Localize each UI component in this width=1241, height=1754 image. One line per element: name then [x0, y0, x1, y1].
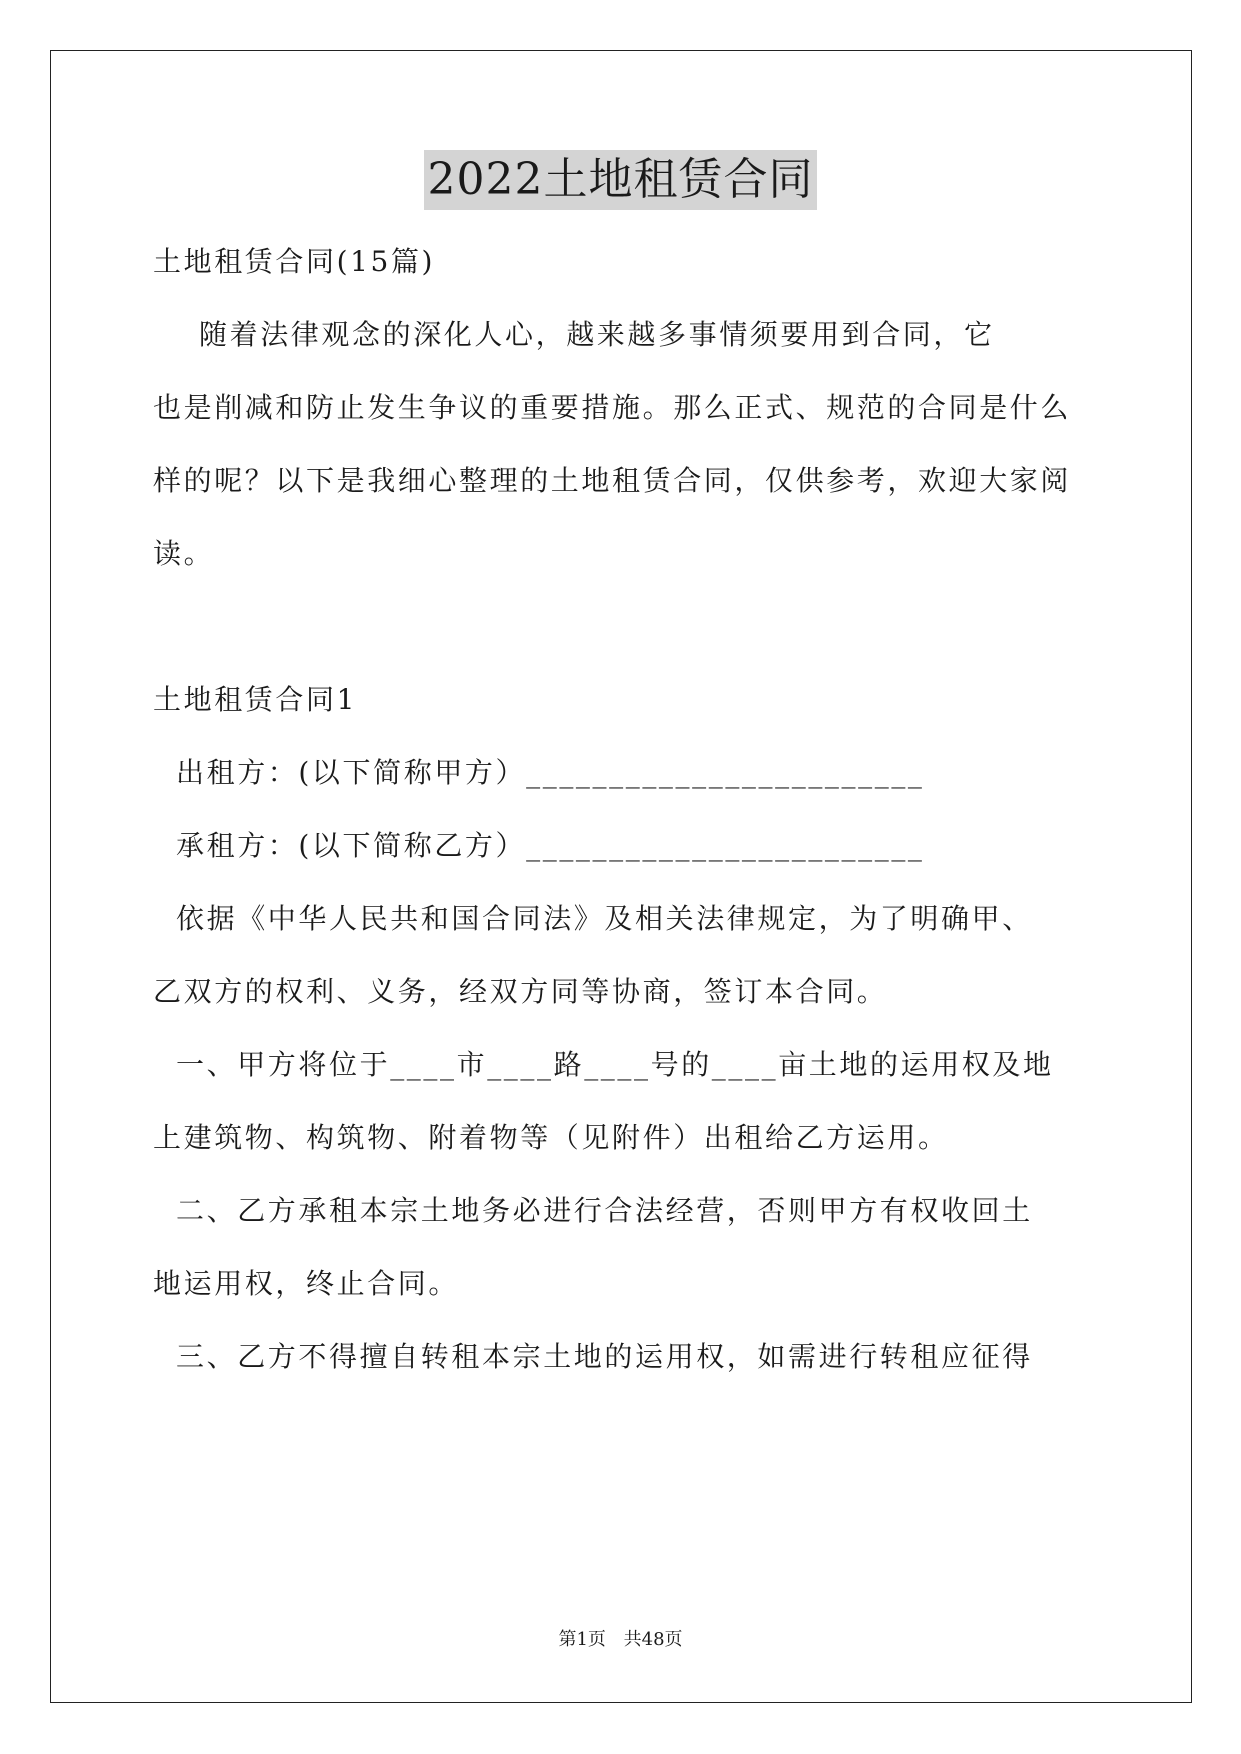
clause-2-line: 地运用权，终止合同。: [153, 1267, 460, 1300]
page-total: 共48页: [623, 1629, 683, 1650]
paragraph-line: 依据《中华人民共和国合同法》及相关法律规定，为了明确甲、: [153, 902, 1033, 935]
lessee-line: 承租方：(以下简称乙方）________________________: [153, 829, 925, 862]
section-heading: 土地租赁合同1: [153, 683, 358, 716]
clause-3-line: 三、乙方不得擅自转租本宗土地的运用权，如需进行转租应征得: [153, 1340, 1033, 1373]
page-number: 第1页: [558, 1629, 606, 1650]
document-title: 2022土地租赁合同: [424, 150, 818, 210]
clause-1-line: 上建筑物、构筑物、附着物等（见附件）出租给乙方运用。: [153, 1121, 949, 1154]
paragraph-line: 读。: [153, 537, 215, 570]
page-border: [50, 50, 1192, 1703]
page-footer: [0, 1628, 1241, 1652]
paragraph-line: 乙双方的权利、义务，经双方同等协商，签订本合同。: [153, 975, 888, 1008]
paragraph-line: 随着法律观念的深化人心，越来越多事情须要用到合同，它: [153, 318, 995, 351]
paragraph-line: 也是削减和防止发生争议的重要措施。那么正式、规范的合同是什么: [153, 391, 1072, 424]
subtitle-line: 土地租赁合同(15篇): [153, 245, 436, 278]
title-container: [0, 150, 1241, 210]
clause-1-line: 一、甲方将位于____市____路____号的____亩土地的运用权及地: [153, 1048, 1054, 1081]
paragraph-line: 样的呢？以下是我细心整理的土地租赁合同，仅供参考，欢迎大家阅: [153, 464, 1072, 497]
clause-2-line: 二、乙方承租本宗土地务必进行合法经营，否则甲方有权收回土: [153, 1194, 1033, 1227]
lessor-line: 出租方：(以下简称甲方）________________________: [153, 756, 925, 789]
